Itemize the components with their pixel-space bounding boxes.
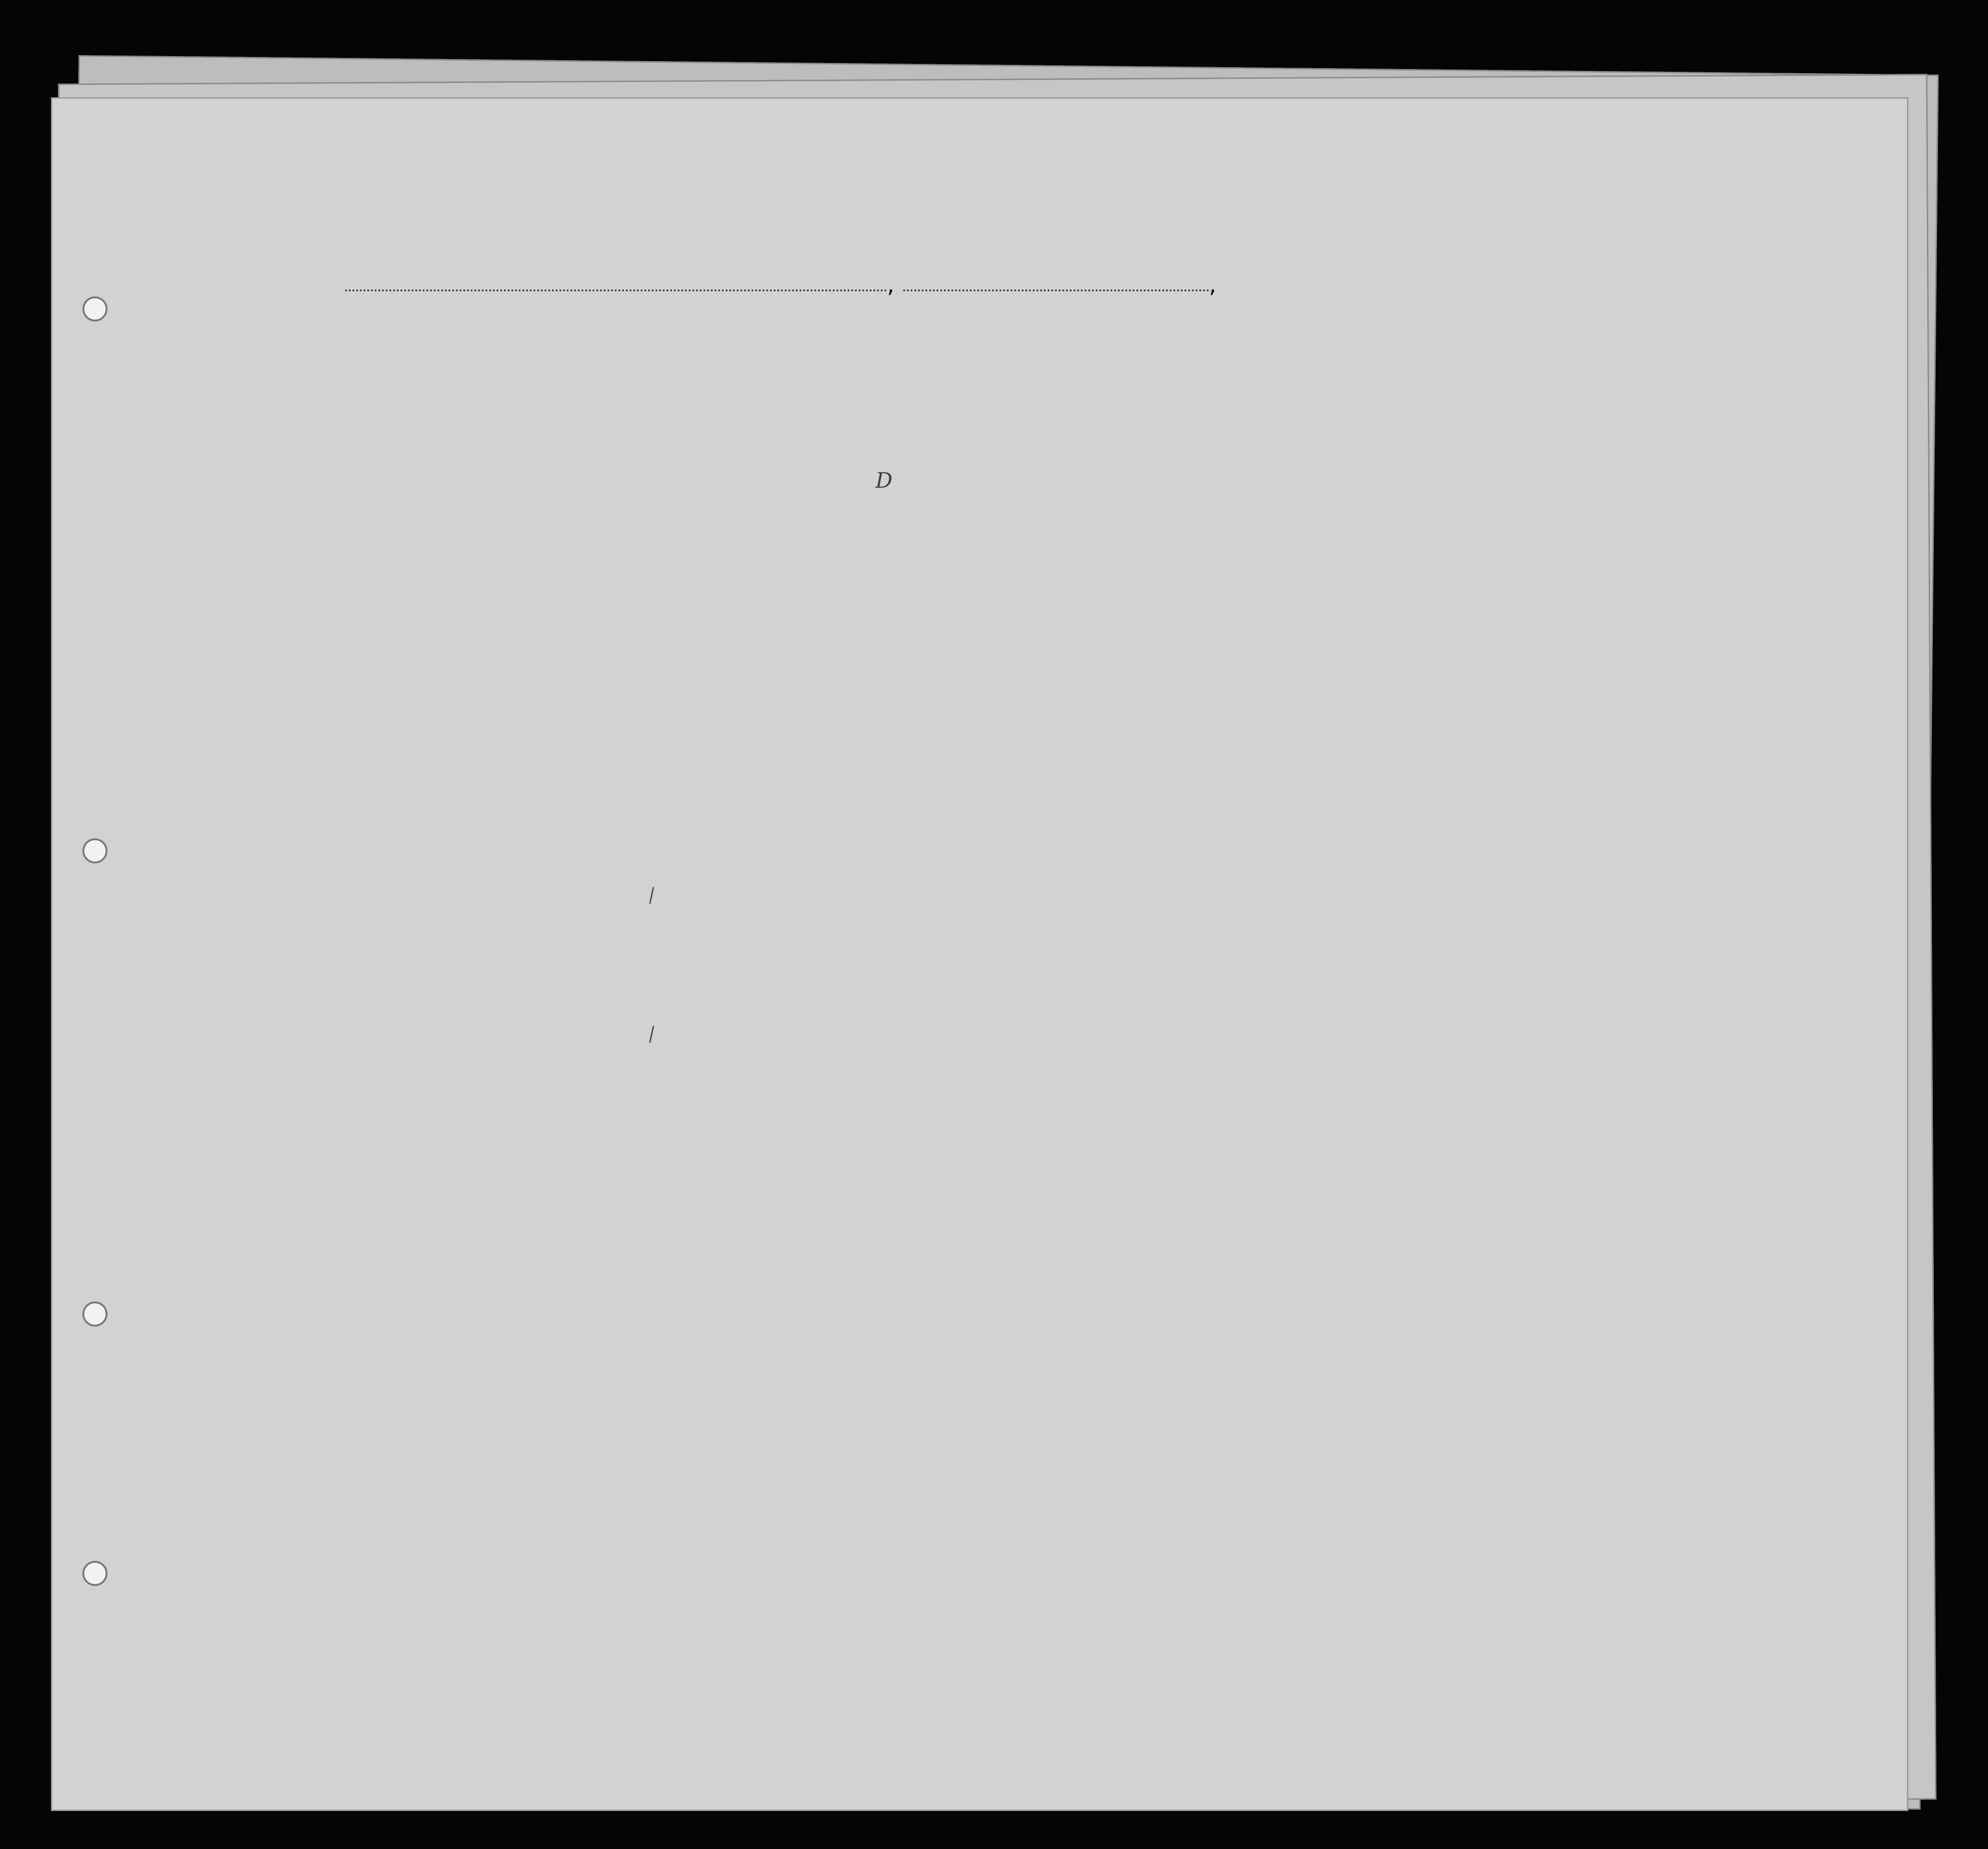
manifest-sheet [51,97,1908,1811]
handwritten-mark: D [875,468,893,493]
handwritten-mark: / [646,884,658,906]
date-dotted-line [903,289,1209,291]
manifest-table [102,308,1899,1651]
port-dotted-line [345,289,887,291]
separator-comma: , [1209,271,1216,298]
separator-comma: , [887,271,894,298]
handwritten-mark: / [646,1023,658,1045]
